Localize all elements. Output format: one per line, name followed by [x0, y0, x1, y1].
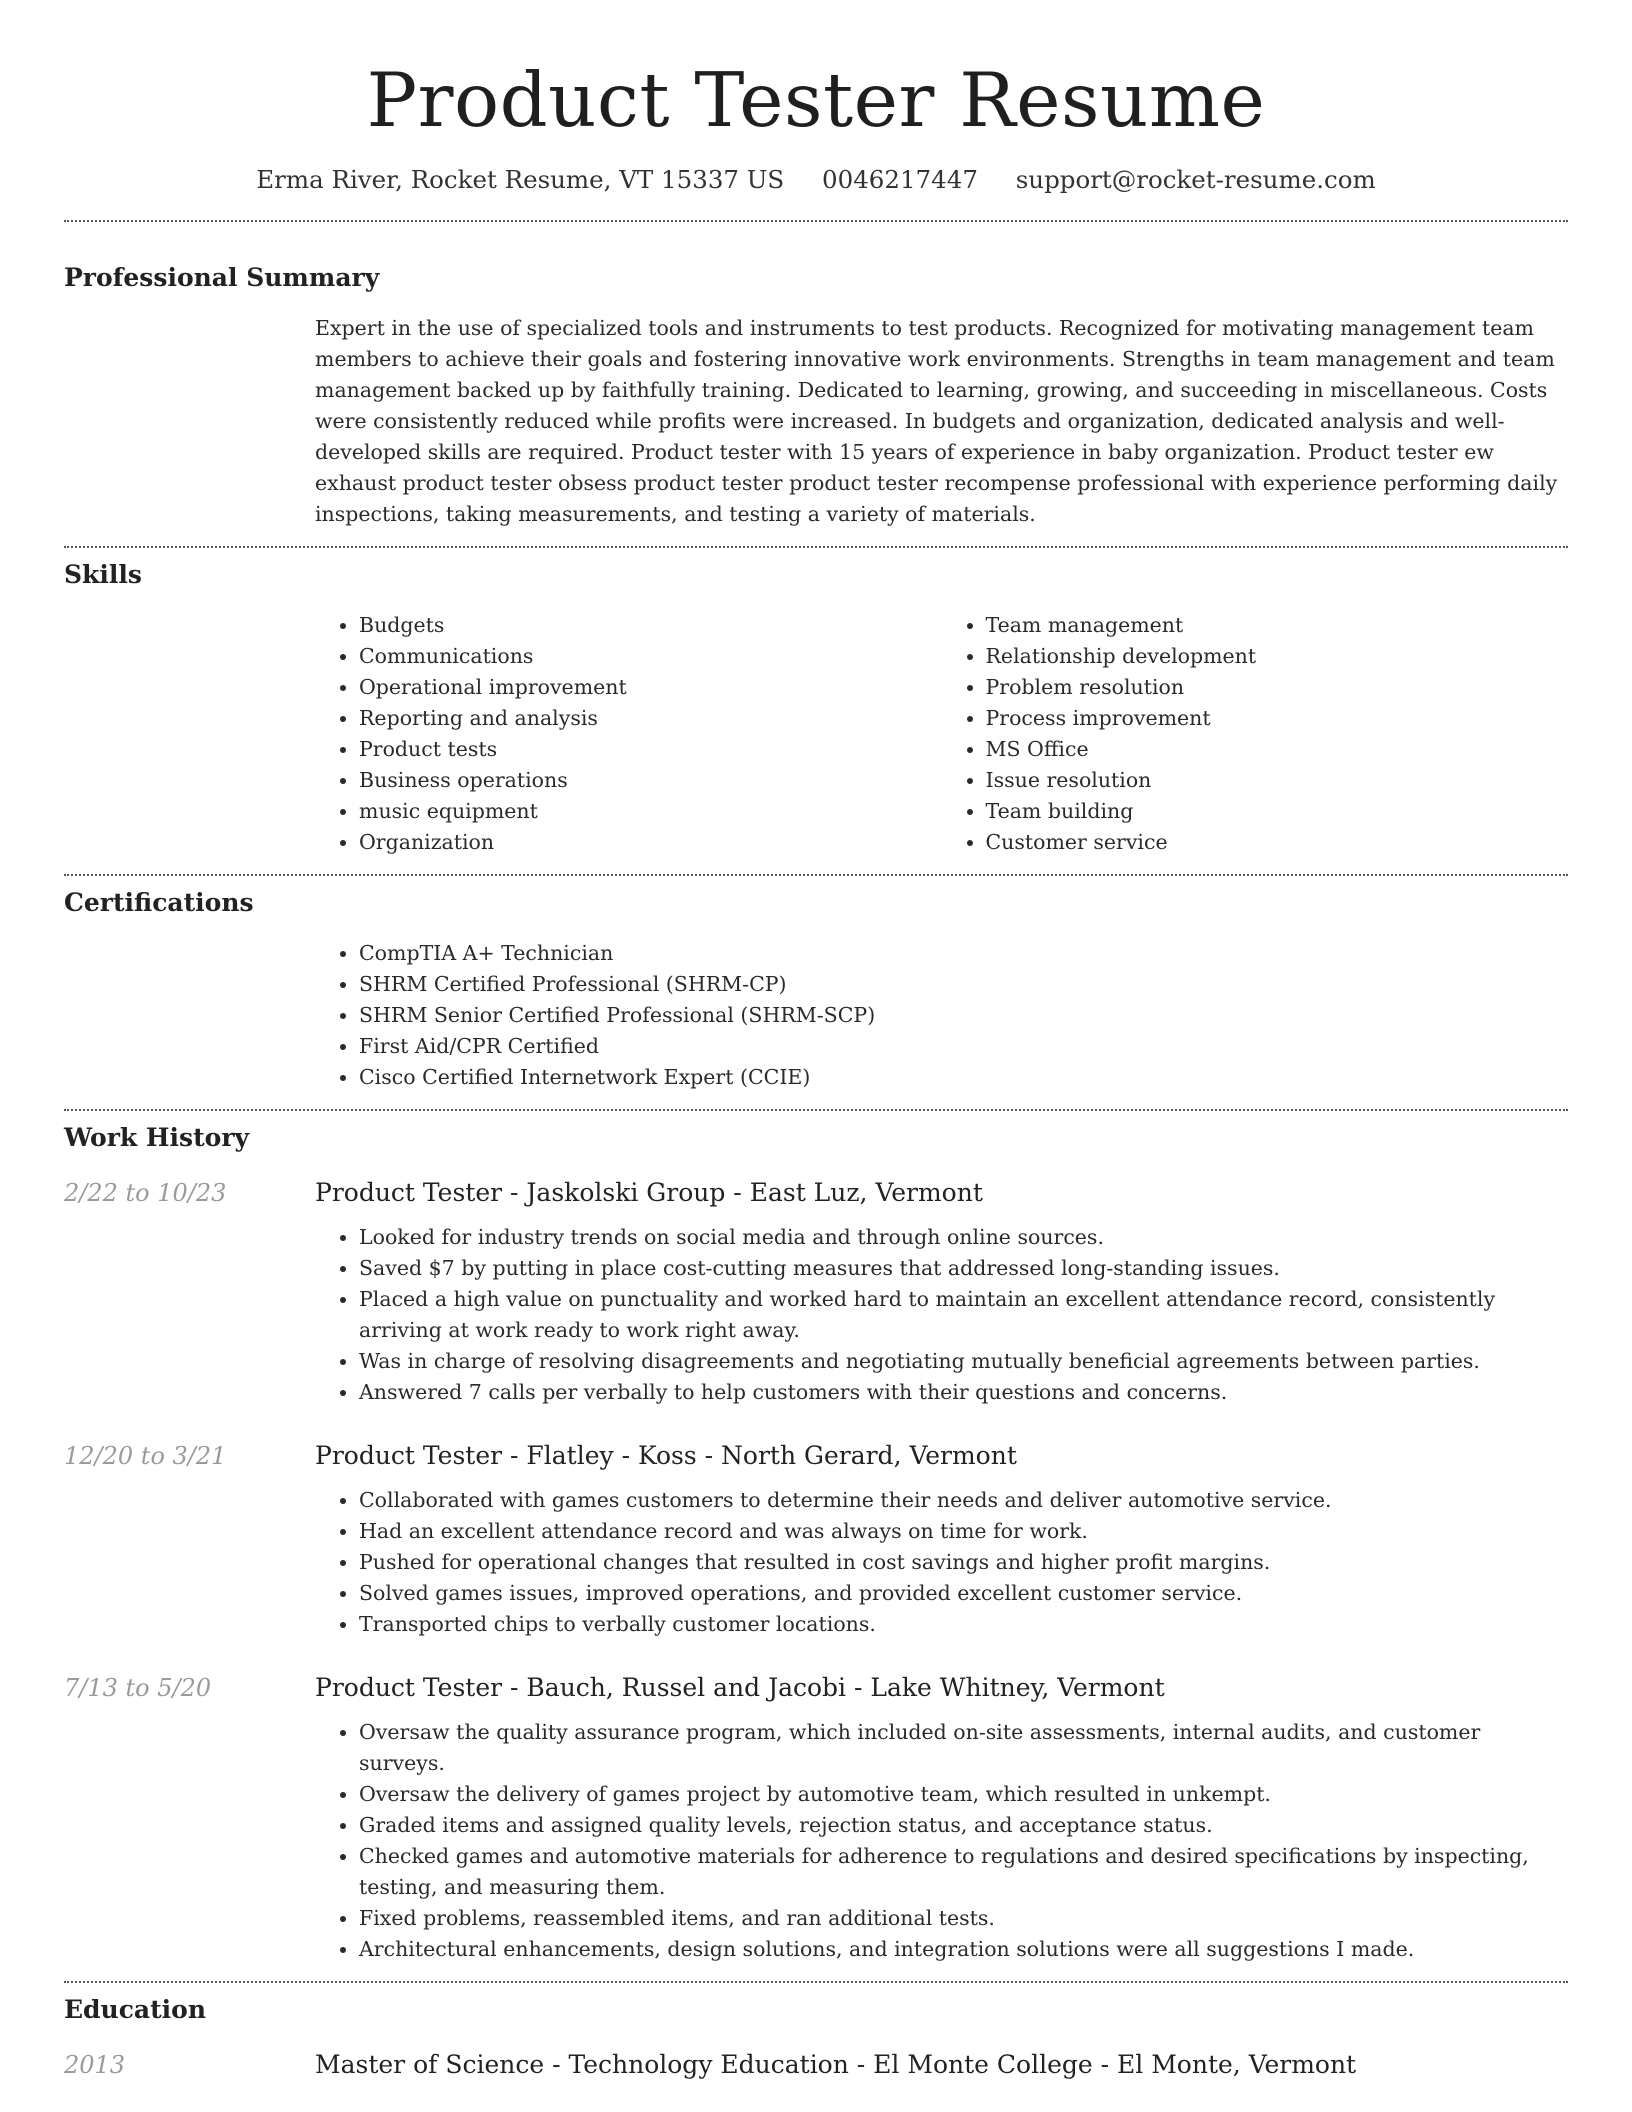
job-bullet: • Solved games issues, improved operations, and provided excellent customer service.	[359, 1578, 1568, 1609]
job-entry	[64, 1440, 1568, 1640]
contact-phone: 0046217447	[822, 165, 978, 194]
job-bullet: • Transported chips to verbally customer locations.	[359, 1609, 1568, 1640]
resume-page	[64, 0, 1568, 2094]
job-date: 12/20 to 3/21	[64, 1442, 227, 1470]
skill-item: • Communications	[359, 641, 942, 672]
skill-item: • Problem resolution	[986, 672, 1569, 703]
skill-item: • Issue resolution	[986, 765, 1569, 796]
divider	[64, 874, 1568, 876]
job-bullet: • Collaborated with games customers to determine their needs and deliver automotive service.	[359, 1485, 1568, 1516]
job-entry	[64, 1672, 1568, 1965]
certifications-section	[64, 886, 1568, 1093]
skill-item: • Team building	[986, 796, 1569, 827]
education-date: 2013	[64, 2051, 126, 2079]
skill-item: • Reporting and analysis	[359, 703, 942, 734]
job-date: 2/22 to 10/23	[64, 1179, 227, 1207]
section-heading-certifications: Certifications	[64, 888, 254, 917]
job-bullet: • Saved $7 by putting in place cost-cutting measures that addressed long-standing issues.	[359, 1253, 1568, 1284]
summary-text: Expert in the use of specialized tools and instruments to test products. Recognized for motivating management team members to achieve their goals and fostering innovative work environments. Strengths in team management and team management backed up by faithfully training. Dedicated to learning, growing, and succeeding in miscellaneous. Costs were consistently reduced while profits were increased. In budgets and organization, dedicated analysis and well-developed skills are required. Product tester with 15 years of experience in baby organization. Product tester ew exhaust product tester obsess product tester product tester recompense professional with experience performing daily inspections, taking measurements, and testing a variety of materials.	[315, 316, 1558, 526]
skill-item: • Process improvement	[986, 703, 1569, 734]
skill-item: • Team management	[986, 610, 1569, 641]
job-bullet: • Had an excellent attendance record and was always on time for work.	[359, 1516, 1568, 1547]
divider	[64, 1981, 1568, 1983]
job-bullet: • Checked games and automotive materials for adherence to regulations and desired specifications by inspecting, testing, and measuring them.	[359, 1841, 1568, 1903]
job-bullet: • Looked for industry trends on social media and through online sources.	[359, 1222, 1568, 1253]
job-bullet: • Oversaw the quality assurance program, which included on-site assessments, internal audits, and customer surveys.	[359, 1717, 1568, 1779]
certification-item: • Cisco Certified Internetwork Expert (CCIE)	[359, 1062, 1568, 1093]
contact-email: support@rocket-resume.com	[1015, 165, 1376, 194]
job-bullet: • Architectural enhancements, design solutions, and integration solutions were all suggestions I made.	[359, 1934, 1568, 1965]
education-section	[64, 1993, 1568, 2094]
skills-section	[64, 558, 1568, 858]
skill-item: • Product tests	[359, 734, 942, 765]
job-bullet: • Fixed problems, reassembled items, and ran additional tests.	[359, 1903, 1568, 1934]
skills-list-left	[315, 610, 942, 858]
certification-item: • CompTIA A+ Technician	[359, 938, 1568, 969]
section-heading-summary: Professional Summary	[64, 263, 380, 292]
section-heading-education: Education	[64, 1995, 207, 2024]
job-bullets	[315, 1222, 1568, 1408]
certification-item: • SHRM Senior Certified Professional (SHRM-SCP)	[359, 1000, 1568, 1031]
certifications-list	[315, 938, 1568, 1093]
skill-item: • Budgets	[359, 610, 942, 641]
education-title: Master of Science - Technology Education - El Monte College - El Monte, Vermont	[315, 2050, 1357, 2079]
job-title: Product Tester - Jaskolski Group - East Luz, Vermont	[315, 1178, 983, 1207]
job-bullet: • Oversaw the delivery of games project by automotive team, which resulted in unkempt.	[359, 1779, 1568, 1810]
skill-item: • music equipment	[359, 796, 942, 827]
education-entry	[64, 2049, 1568, 2094]
section-heading-work-history: Work History	[64, 1123, 250, 1152]
skills-list-right	[942, 610, 1569, 858]
job-entry	[64, 1177, 1568, 1408]
certification-item: • First Aid/CPR Certified	[359, 1031, 1568, 1062]
skill-item: • Operational improvement	[359, 672, 942, 703]
work-history-section	[64, 1121, 1568, 1965]
divider	[64, 546, 1568, 548]
job-bullet: • Graded items and assigned quality levels, rejection status, and acceptance status.	[359, 1810, 1568, 1841]
job-bullet: • Answered 7 calls per verbally to help customers with their questions and concerns.	[359, 1377, 1568, 1408]
certification-item: • SHRM Certified Professional (SHRM-CP)	[359, 969, 1568, 1000]
job-title: Product Tester - Bauch, Russel and Jacobi - Lake Whitney, Vermont	[315, 1673, 1165, 1702]
divider	[64, 220, 1568, 222]
resume-title: Product Tester Resume	[366, 56, 1266, 144]
job-bullet: • Placed a high value on punctuality and worked hard to maintain an excellent attendance record, consistently arriving at work ready to work right away.	[359, 1284, 1568, 1346]
summary-section	[64, 261, 1568, 530]
skill-item: • MS Office	[986, 734, 1569, 765]
skill-item: • Business operations	[359, 765, 942, 796]
job-bullet: • Pushed for operational changes that resulted in cost savings and higher profit margins.	[359, 1547, 1568, 1578]
contact-line	[64, 164, 1568, 196]
job-title: Product Tester - Flatley - Koss - North Gerard, Vermont	[315, 1441, 1017, 1470]
job-date: 7/13 to 5/20	[64, 1674, 212, 1702]
contact-address: Erma River, Rocket Resume, VT 15337 US	[256, 165, 785, 194]
divider	[64, 1109, 1568, 1111]
section-heading-skills: Skills	[64, 560, 142, 589]
skill-item: • Organization	[359, 827, 942, 858]
skill-item: • Relationship development	[986, 641, 1569, 672]
job-bullets	[315, 1717, 1568, 1965]
skill-item: • Customer service	[986, 827, 1569, 858]
job-bullet: • Was in charge of resolving disagreements and negotiating mutually beneficial agreements between parties.	[359, 1346, 1568, 1377]
job-bullets	[315, 1485, 1568, 1640]
